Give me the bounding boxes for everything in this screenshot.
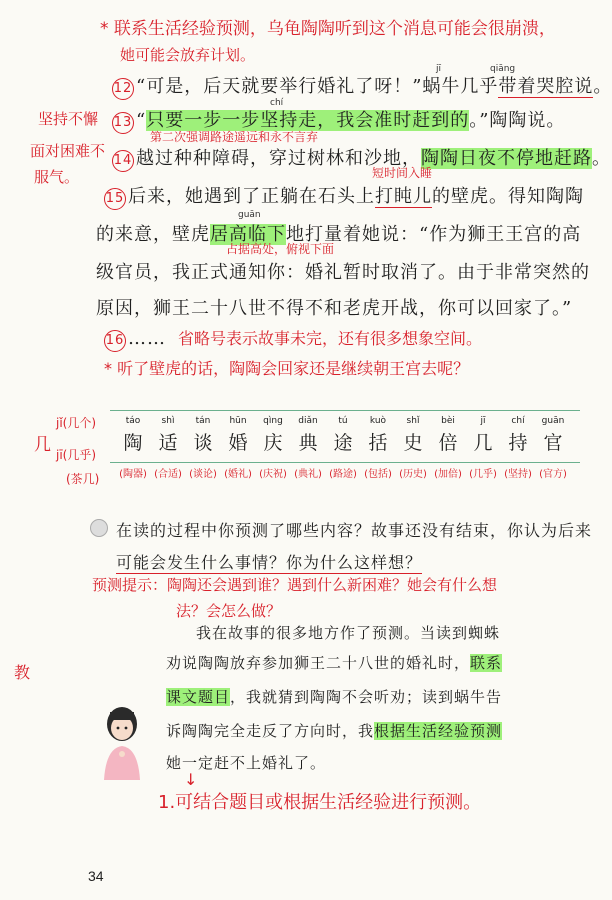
ji-reading-3: (茶几) [66, 472, 100, 486]
annotation-arrow: ↓ [184, 770, 198, 789]
margin-note-left: 教 [14, 663, 31, 682]
vocab-character: 括 [368, 432, 388, 454]
vocab-annotation: (包括) [364, 469, 392, 480]
vocab-item [361, 416, 395, 480]
vocab-annotation: (路途) [329, 469, 357, 480]
paragraph-15-line1: 15 后来，她遇到了正躺在石头上打盹儿的壁虎。得知陶陶 [104, 182, 584, 210]
vocab-annotation: (合适) [154, 469, 182, 480]
pinyin-ji: jī [436, 64, 442, 74]
paragraph-number: 14 [112, 150, 134, 172]
vocab-pinyin: hūn [229, 416, 247, 426]
paragraph-number: 13 [112, 112, 134, 134]
margin-note-3: 服气。 [34, 168, 80, 186]
margin-note-2: 面对困难不 [30, 142, 106, 160]
vocab-annotation: (庆祝) [259, 469, 287, 480]
vocab-character: 婚 [228, 432, 248, 454]
highlighted-text: 课文题目 [166, 688, 231, 706]
bubble-line-3: 课文题目，我就猜到陶陶不会听劝；读到蜗牛告 [166, 688, 503, 706]
vocab-item [116, 416, 150, 480]
highlighted-text: 联系 [470, 654, 503, 672]
hint-line-2: 法？会怎么做？ [176, 602, 282, 620]
vocab-character: 典 [298, 432, 318, 454]
vocab-character: 官 [543, 432, 563, 454]
vocab-pinyin: tú [338, 416, 348, 426]
vocab-annotation: (典礼) [294, 469, 322, 480]
paragraph-15-line4: 原因，狮王二十八世不得不和老虎开战，你可以回家了。” [96, 298, 573, 319]
paragraph-12: 12 “可是，后天就要举行婚礼了呀！”蜗牛几乎带着哭腔说。 [112, 72, 612, 100]
paragraph-number: 12 [112, 78, 134, 100]
bubble-line-1: 我在故事的很多地方作了预测。当读到蜘蛛 [196, 624, 501, 642]
annotation-top-1: * 联系生活经验预测，乌龟陶陶听到这个消息可能会很崩溃， [100, 19, 556, 39]
annotation-daytime: 短时间入睡 [372, 166, 433, 180]
vocab-character: 史 [403, 432, 423, 454]
vocab-annotation: (坚持) [504, 469, 532, 480]
bottom-note: 1.可结合题目或根据生活经验进行预测。 [158, 792, 482, 813]
vocab-annotation: (婚礼) [224, 469, 252, 480]
paragraph-14: 14 越过种种障碍，穿过树林和沙地，陶陶日夜不停地赶路。 [112, 144, 611, 172]
vocab-pinyin: bèi [441, 416, 455, 426]
paragraph-number: 15 [104, 188, 126, 210]
vocab-item [221, 416, 255, 480]
task-line-2: 可能会发生什么事情？你为什么这样想？ [116, 550, 422, 574]
vocab-item [291, 416, 325, 480]
vocab-pinyin: jī [480, 416, 486, 426]
vocab-item [466, 416, 500, 480]
vocab-annotation: (谈论) [189, 469, 217, 480]
vocab-item [536, 416, 570, 480]
vocab-pinyin: kuò [369, 416, 387, 426]
annotation-p14: 第二次强调路途遥远和永不言弃 [150, 130, 319, 144]
paragraph-16: 16 …… [104, 328, 166, 352]
paragraph-13: 13 “只要一步一步坚持走，我会准时赶到的。”陶陶说。 [112, 106, 565, 134]
vocab-character: 谈 [193, 432, 213, 454]
ji-reading-2: jī(几乎) [56, 448, 97, 462]
paragraph-15-line2: 的来意，壁虎居高临下地打量着她说：“作为狮王王宫的高 [96, 224, 582, 245]
vocab-pinyin: shì [161, 416, 175, 426]
vocab-character: 适 [158, 432, 178, 454]
vocab-annotation: (历史) [399, 469, 427, 480]
girl-illustration [94, 702, 150, 782]
vocab-pinyin: táo [125, 416, 141, 426]
annotation-top-2: 她可能会放弃计划。 [120, 46, 256, 64]
bubble-line-4: 诉陶陶完全走反了方向时，我根据生活经验预测 [166, 722, 503, 740]
underline-text: 带着哭腔说 [498, 76, 594, 97]
annotation-sit: 占据高处，俯视下面 [226, 242, 335, 256]
underline-text: 打盹儿 [375, 186, 432, 207]
vocab-pinyin: chí [511, 416, 525, 426]
vocab-annotation: (官方) [539, 469, 567, 480]
vocab-character: 几 [473, 432, 493, 454]
annotation-question: * 听了壁虎的话，陶陶会回家还是继续朝王宫去呢？ [104, 359, 470, 378]
vocab-character: 庆 [263, 432, 283, 454]
bubble-line-5: 她一定赶不上婚礼了。 [166, 754, 327, 772]
highlighted-text: 根据生活经验预测 [374, 722, 503, 740]
vocab-pinyin: tán [195, 416, 211, 426]
vocab-item [256, 416, 290, 480]
margin-note-1: 坚持不懈 [38, 110, 99, 128]
paragraph-15-line3: 级官员，我正式通知你：婚礼暂时取消了。由于非常突然的 [96, 262, 590, 283]
paragraph-number: 16 [104, 330, 126, 352]
annotation-omit: 省略号表示故事未完，还有很多想象空间。 [178, 329, 483, 348]
vocab-pinyin: qìng [263, 416, 283, 426]
vocab-character: 倍 [438, 432, 458, 454]
vocab-item [431, 416, 465, 480]
vocab-item [326, 416, 360, 480]
ji-reading-1: jǐ(几个) [56, 416, 97, 430]
vocab-item [186, 416, 220, 480]
task-icon [90, 519, 108, 537]
hint-line-1: 预测提示：陶陶还会遇到谁？遇到什么新困难？她会有什么想 [92, 576, 498, 594]
highlighted-text: 陶陶日夜不停地赶路 [421, 148, 592, 169]
ji-label: 几 [34, 435, 51, 455]
highlighted-text: 只要一步一步坚持走，我会准时赶到的 [146, 110, 470, 131]
vocab-character: 途 [333, 432, 353, 454]
vocab-character: 陶 [123, 432, 143, 454]
vocab-annotation: (加倍) [434, 469, 462, 480]
vocab-pinyin: diǎn [298, 416, 318, 426]
vocab-item [501, 416, 535, 480]
vocab-item [151, 416, 185, 480]
vocab-pinyin: guān [541, 416, 565, 426]
pinyin-guan: guān [238, 210, 261, 220]
highlighted-text: 居高临下 [210, 224, 286, 245]
vocab-annotation: (陶器) [119, 469, 147, 480]
task-line-1: 在读的过程中你预测了哪些内容？故事还没有结束，你认为后来 [116, 521, 593, 540]
bubble-line-2: 劝说陶陶放弃参加狮王二十八世的婚礼时，联系 [166, 654, 503, 672]
pinyin-qiang: qiāng [490, 64, 516, 74]
pinyin-chi: chí [270, 98, 284, 108]
rule-line [110, 410, 580, 411]
vocab-pinyin: shǐ [406, 416, 420, 426]
vocab-item [396, 416, 430, 480]
vocab-annotation: (几乎) [469, 469, 497, 480]
vocab-character: 持 [508, 432, 528, 454]
page-number: 34 [88, 868, 104, 884]
